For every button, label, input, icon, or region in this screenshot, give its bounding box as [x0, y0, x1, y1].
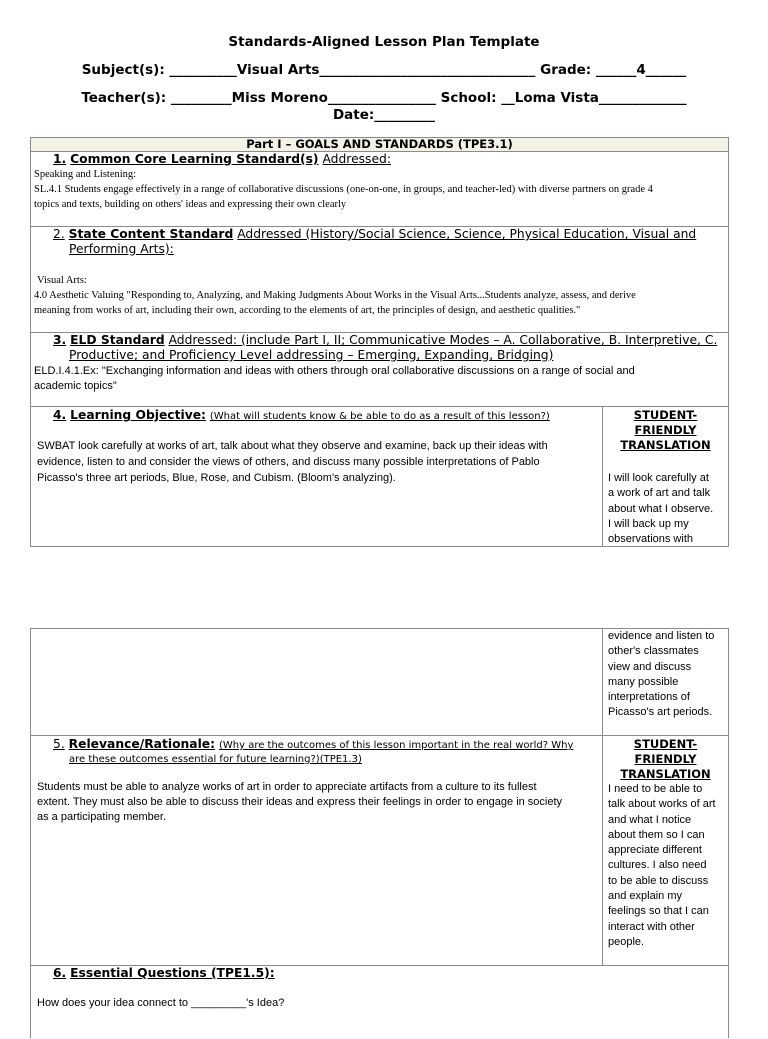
- section-4-learning-objective: [31, 406, 728, 546]
- section-3-heading: 3. ELD Standard Addressed: (include Part I, II; Communicative Modes – A. Collaborative, B. Interpretive, C.: [53, 333, 718, 347]
- section-2-line-2: 4.0 Aesthetic Valuing "Responding to, Analyzing, and Making Judgments About Works in the Visual Arts...Students analyze, assess, and derive: [34, 290, 636, 301]
- section-5-line-1: Students must be able to analyze works of art in order to appreciate artifacts from a culture to its fullest: [37, 781, 537, 793]
- section-1-line-1: Speaking and Listening:: [34, 169, 137, 180]
- section-1-heading: 1. Common Core Learning Standard(s) Addressed:: [53, 152, 391, 166]
- section-2-heading-cont: Performing Arts):: [69, 242, 174, 256]
- date-line: Date:_________: [332, 107, 436, 123]
- section-3-line-2: academic topics": [34, 380, 117, 392]
- student-translation-continued: evidence and listen to other's classmates view and discuss many possible interpretations of Picasso's art periods.: [608, 630, 715, 719]
- standards-table-page1: [30, 137, 729, 547]
- part1-title: Part I – GOALS AND STANDARDS (TPE3.1): [246, 137, 513, 151]
- section-2-state-content: [31, 226, 728, 332]
- section-3-line-1: ELD.I.4.1.Ex: "Exchanging information and ideas with others through oral collaborative discussions on a range of social and: [34, 365, 635, 377]
- section-4-line-1: SWBAT look carefully at works of art, talk about what they observe and examine, back up their ideas with: [37, 440, 548, 452]
- part1-header: [31, 138, 728, 152]
- section-4-line-2: evidence, listen to and consider the views of others, and discuss many possible interpretations of Pablo: [37, 456, 540, 468]
- section-2-line-3: meaning from works of art, including their own, according to the elements of art, the principles of design, and aesthetic qualities.": [34, 305, 581, 316]
- section-4-student-title: STUDENT- FRIENDLY TRANSLATION: [620, 408, 711, 452]
- section-2-line-1: Visual Arts:: [37, 275, 87, 286]
- section-5-heading: 5. Relevance/Rationale: (Why are the outcomes of this lesson important in the real world? Why: [53, 737, 574, 751]
- section-4-continuation: [31, 629, 728, 735]
- section-5-line-2: extent. They must also be able to discuss their ideas and express their feelings in order to engage in society: [37, 796, 563, 808]
- section-3-heading-cont: Productive; and Proficiency Level addressing – Emerging, Expanding, Bridging): [69, 348, 554, 362]
- section-5-heading-cont: are these outcomes essential for future learning?)(TPE1.3): [69, 754, 362, 765]
- section-1-line-2: SL.4.1 Students engage effectively in a range of collaborative discussions (one-on-one, in groups, and teacher-led) with diverse partners on grade 4: [34, 184, 653, 195]
- section-1-line-3: topics and texts, building on others' ideas and expressing their own clearly: [34, 199, 347, 210]
- section-1-common-core: [31, 152, 728, 226]
- section-5-student-title: STUDENT- FRIENDLY TRANSLATION: [620, 737, 711, 781]
- document-title: Standards-Aligned Lesson Plan Template: [228, 34, 540, 50]
- subject-grade-line: Subject(s): __________Visual Arts________________________________ Grade: ______4______: [81, 62, 687, 78]
- section-6-heading: 6. Essential Questions (TPE1.5):: [53, 966, 275, 980]
- section-6-essential-questions: [31, 965, 728, 1039]
- section-4-heading: 4. Learning Objective: (What will students know & be able to do as a result of this lesson?): [53, 408, 550, 422]
- standards-table-page2: [30, 628, 729, 1038]
- section-3-eld-standard: [31, 332, 728, 406]
- section-5-student-translation: I need to be able to talk about works of art and what I notice about them so I can appreciate different cultures. I also need to be able to discuss and explain my feelings so that I can interact with other people.: [608, 783, 716, 948]
- section-6-line-1: How does your idea connect to _________'s Idea?: [37, 997, 285, 1009]
- teacher-school-line: Teacher(s): _________Miss Moreno________________ School: __Loma Vista_____________: [81, 90, 687, 106]
- column-divider: [602, 629, 603, 735]
- section-4-line-3: Picasso's three art periods, Blue, Rose, and Cubism. (Bloom's analyzing).: [37, 472, 396, 484]
- section-5-line-3: as a participating member.: [37, 811, 167, 823]
- section-5-relevance: [31, 735, 728, 965]
- section-2-heading: 2. State Content Standard Addressed (History/Social Science, Science, Physical Education, Visual and: [53, 227, 697, 241]
- section-4-student-translation: I will look carefully at a work of art and talk about what I observe. I will back up my observations with: [608, 472, 714, 546]
